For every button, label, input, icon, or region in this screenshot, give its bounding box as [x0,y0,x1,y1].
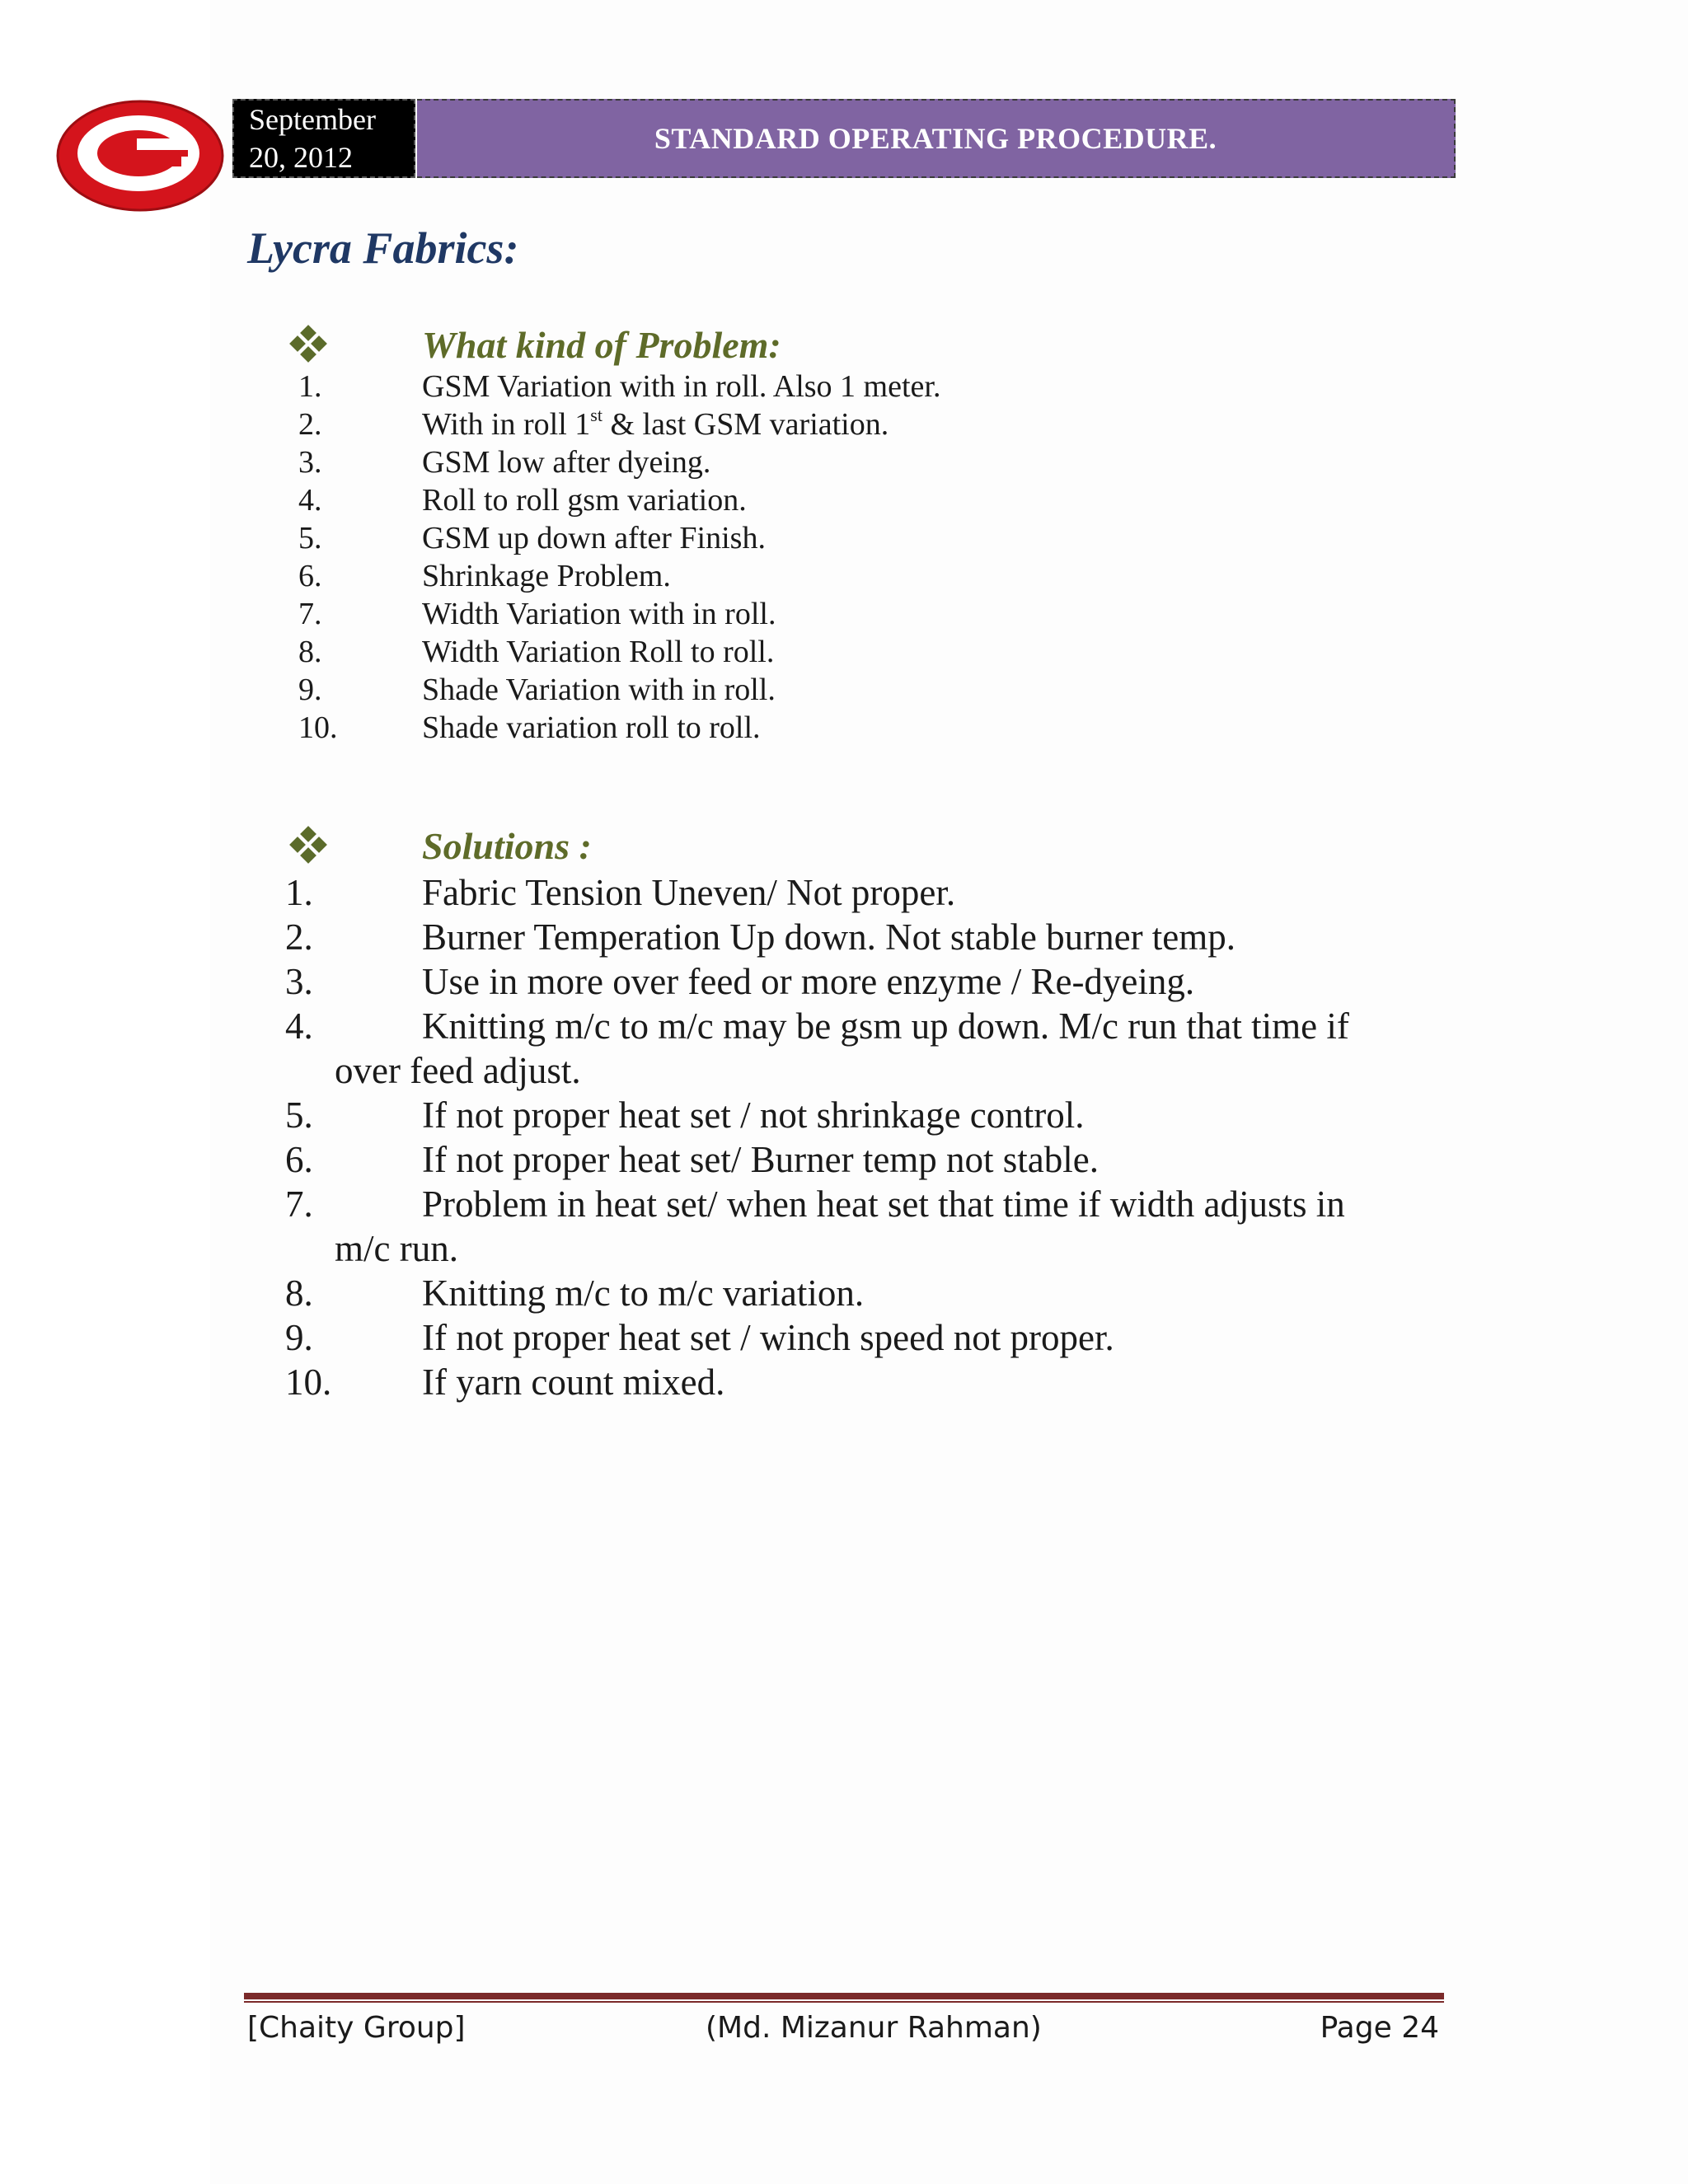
list-item [0,1315,1395,1360]
item-number: 1. [285,872,313,913]
item-number: 3. [285,961,313,1002]
page-title: Lycra Fabrics: [247,223,519,273]
item-text: Shrinkage Problem. [422,559,671,593]
item-number: 10. [298,710,338,745]
item-text: If not proper heat set/ Burner temp not stable. [422,1139,1100,1180]
footer-left: [Chaity Group] [247,2011,466,2045]
list-item [0,1004,1395,1093]
item-number: 5. [298,521,322,555]
item-text: Roll to roll gsm variation. [422,483,747,518]
date-line-2: 20, 2012 [249,141,353,174]
g-logo-icon [56,99,225,213]
list-item [0,1360,1395,1404]
item-text: If not proper heat set / not shrinkage control. [422,1094,1085,1136]
item-text [422,405,889,443]
item-text: Shade variation roll to roll. [422,710,761,745]
item-text: Problem in heat set/ when heat set that time if width adjusts in m/c run. [335,1183,1345,1269]
item-number: 5. [285,1094,313,1136]
list-item [0,959,1395,1004]
item-text: Knitting m/c to m/c may be gsm up down. M/c run that time if over feed adjust. [335,1005,1349,1091]
solution-list [0,870,1395,1404]
footer-page-number: Page 24 [1320,2011,1439,2045]
item-number: 2. [285,916,313,958]
list-item [0,1137,1395,1182]
ordinal-superscript: st [590,405,603,425]
item-number: 2. [298,407,322,442]
item-number: 9. [285,1317,313,1358]
item-text: Burner Temperation Up down. Not stable burner temp. [422,916,1236,958]
item-number: 9. [298,673,322,707]
item-number: 8. [285,1272,313,1314]
item-text: GSM Variation with in roll. Also 1 meter. [422,369,941,404]
item-text: Shade Variation with in roll. [422,673,776,707]
problems-heading-label: What kind of Problem: [422,324,781,366]
footer-rule [244,1993,1444,2003]
problems-heading [287,323,781,367]
date-line-1: September [249,103,376,136]
item-number: 6. [298,559,322,593]
item-text: If not proper heat set / winch speed not proper. [422,1317,1114,1358]
item-number: 4. [298,483,322,518]
item-text: GSM low after dyeing. [422,445,711,480]
bullet-diamond-icon [287,324,330,367]
item-text: Width Variation Roll to roll. [422,635,775,669]
item-number: 4. [285,1005,313,1047]
item-number: 8. [298,635,322,669]
list-item [0,1182,1395,1271]
list-item [0,1271,1395,1315]
item-text-start: With in roll 1 [422,407,591,442]
item-number: 3. [298,445,322,480]
list-item [0,915,1395,959]
item-number: 1. [298,369,322,404]
item-number: 7. [298,597,322,631]
list-item [0,1093,1395,1137]
item-text: Knitting m/c to m/c variation. [422,1272,865,1314]
item-number: 10. [285,1361,332,1403]
item-text: Use in more over feed or more enzyme / Re-dyeing. [422,961,1195,1002]
footer-center: (Md. Mizanur Rahman) [706,2011,1042,2045]
item-text-end: & last GSM variation. [602,407,889,442]
header-date [232,99,415,178]
solutions-heading-label: Solutions : [422,825,592,867]
item-text: Width Variation with in roll. [422,597,776,631]
item-text: GSM up down after Finish. [422,521,766,555]
solutions-heading [287,824,592,868]
list-item [0,870,1395,915]
item-text: If yarn count mixed. [422,1361,725,1403]
item-number: 6. [285,1139,313,1180]
item-number: 7. [285,1183,313,1225]
bullet-diamond-icon [287,825,330,868]
item-text: Fabric Tension Uneven/ Not proper. [422,872,956,913]
header-title: STANDARD OPERATING PROCEDURE. [417,99,1456,178]
